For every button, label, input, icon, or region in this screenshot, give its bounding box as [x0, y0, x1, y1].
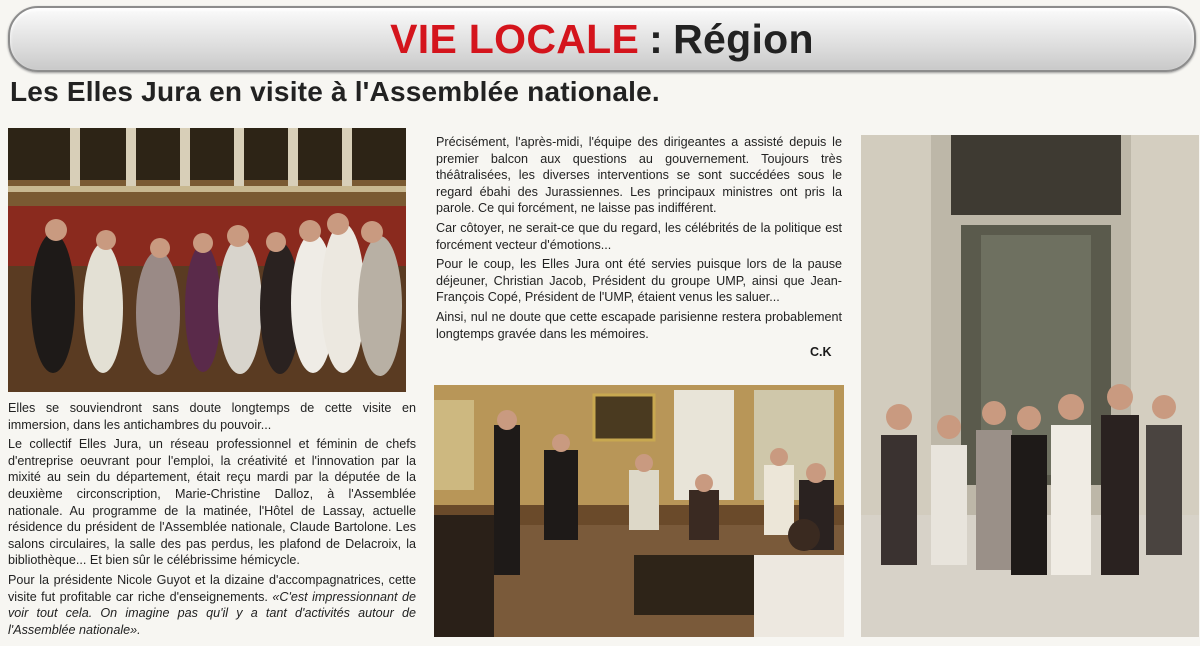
paragraph-intro: Elles se souviendront sans doute longtemps de cette visite en immersion, dans les antichambres du pouvoir... — [8, 401, 416, 432]
paragraph-celebrites: Car côtoyer, ne serait-ce que du regard, les célébrités de la politique est forcément vecteur d'émotions... — [436, 220, 842, 252]
hemicycle-group-photo — [8, 128, 406, 392]
paragraph-collectif: Le collectif Elles Jura, un réseau professionnel et féminin de chefs d'entreprise oeuvrant pour l'emploi, la créativité et l'innovation par la mixité au sein du département, était reçu mardi par la députée de la deuxième circonscription, Marie-Christine Dalloz, à l'Assemblée nationale. Au programme de la matinée, l'Hôtel de Lassay, actuelle résidence du président de l'Assemblée nationale, Claude Bartolone. Les salons circulaires, la salle des pas perdus, les plafond de Delacroix, la bibliothèque... Et bien sûr le célébrissime hémicycle. — [8, 437, 416, 568]
paragraph-presidente-text: Pour la présidente Nicole Guyot et la dizaine d'accompagnatrices, cette visite fut profitable car riche d'enseignements. — [8, 572, 416, 604]
banner-section: VIE LOCALE — [390, 15, 640, 62]
paragraph-apres-midi: Précisément, l'après-midi, l'équipe des dirigeantes a assisté depuis le premier balcon aux questions au gouvernement. Toujours très théâtralisées, les diverses interventions se sont succédées sous le regard ébahi des Jurassiennes. Les principaux ministres ont pris la parole. Ce qui forcément, ne laisse pas indifférent. — [436, 135, 842, 216]
paragraph-conclusion: Ainsi, nul ne doute que cette escapade parisienne restera probablement longtemps gravée dans les mémoires. — [436, 309, 842, 341]
banner-separator: : — [649, 15, 664, 62]
quote-text: «C'est impressionnant de voir tout cela. On imagine pas qu'il y a tant d'activités autour de l'Assemblée nationale». — [8, 589, 416, 637]
author-signature: C.K — [810, 345, 832, 359]
paragraph-pause-dejeuner: Pour le coup, les Elles Jura ont été servies puisque lors de la pause déjeuner, Christian Jacob, Président du groupe UMP, ainsi que Jean-François Copé, Président de l'UMP, étaient venus les saluer... — [436, 257, 842, 305]
section-banner — [8, 6, 1196, 72]
article-headline: Les Elles Jura en visite à l'Assemblée nationale. — [10, 76, 660, 107]
middle-text-column — [436, 134, 842, 345]
columns-group-photo — [861, 135, 1199, 637]
paragraph-presidente — [8, 572, 416, 638]
banner-title — [390, 16, 814, 63]
salon-meeting-photo — [434, 385, 844, 637]
left-text-column — [8, 400, 416, 641]
banner-subsection: Région — [673, 15, 814, 62]
